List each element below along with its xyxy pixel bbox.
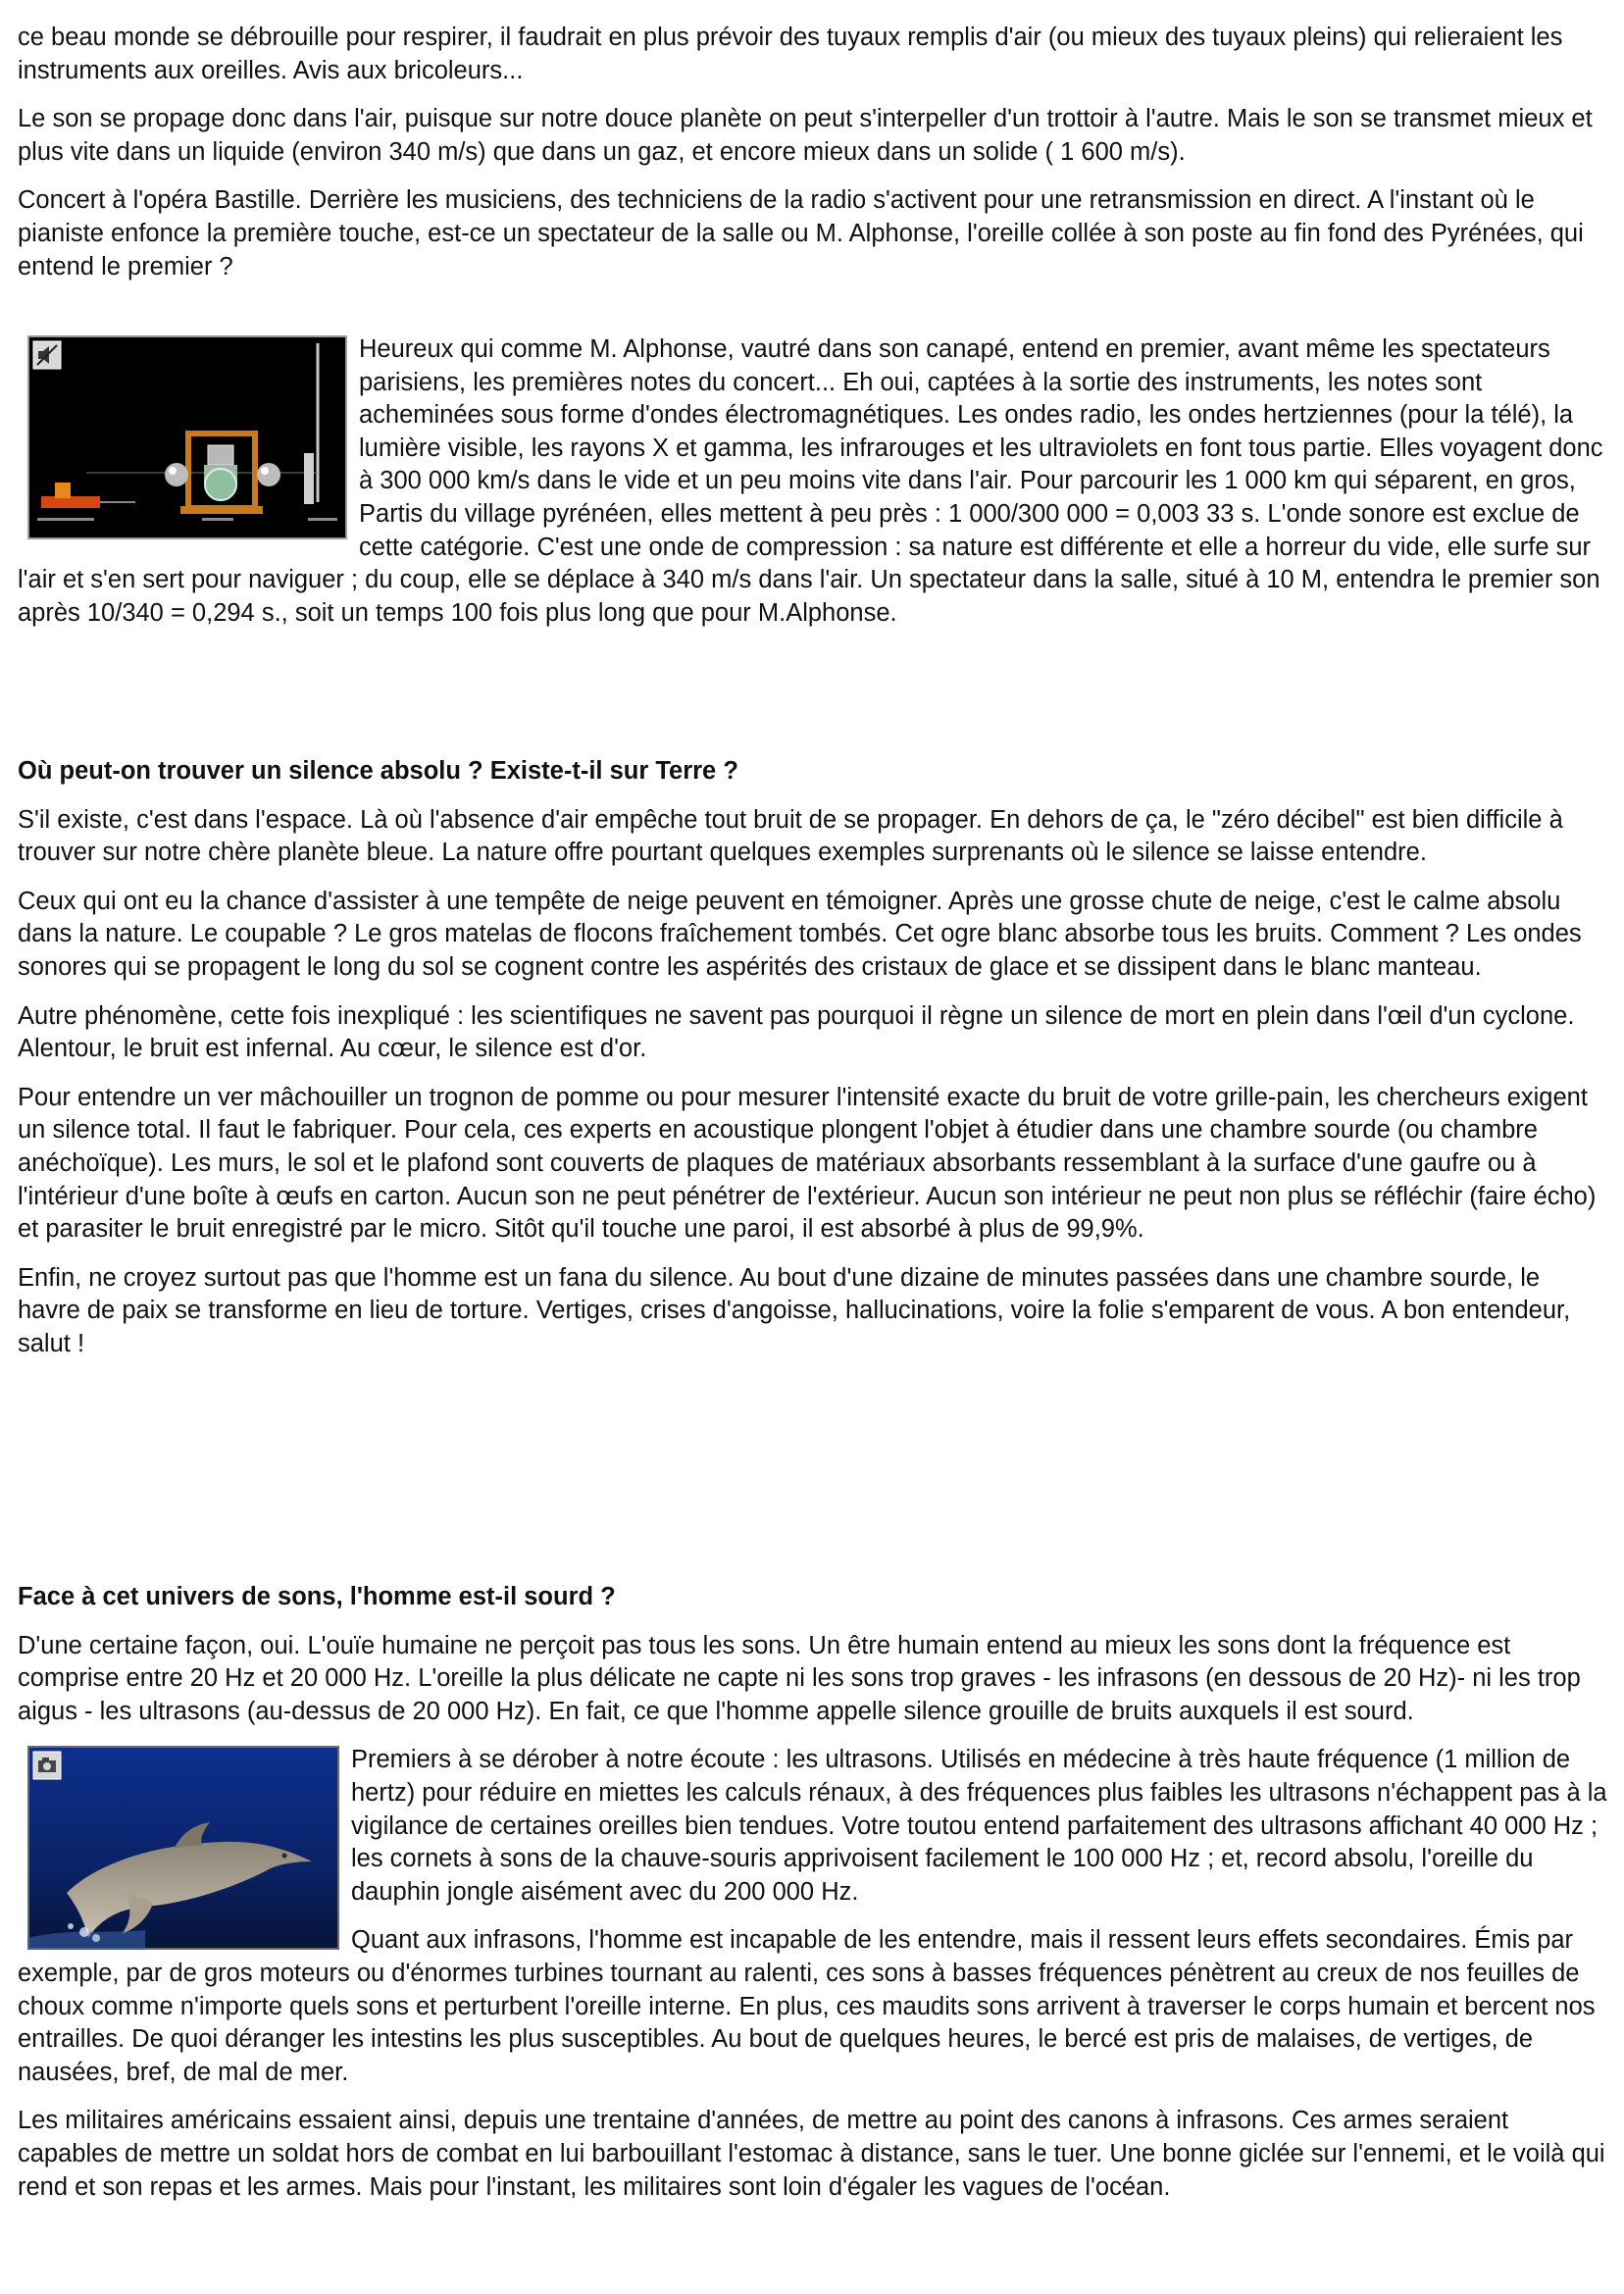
paragraph: Enfin, ne croyez surtout pas que l'homme est un fana du silence. Au bout d'une dizaine de minutes passées dans une chambre sourde, le havre de paix se transforme en lieu de torture. Vertiges, crises d'angoisse, hallucinations, voire la folie s'emparent de vous. A bon entendeur, salut !	[18, 1263, 1571, 1357]
paragraph: Le son se propage donc dans l'air, puisque sur notre douce planète on peut s'interpeller d'un trottoir à l'autre. Mais le son se transmet mieux et plus vite dans un liquide (environ 340 m/s) que dans un gaz, et encore mieux dans un solide ( 1 600 m/s).	[18, 105, 1593, 166]
radio-wave-animation-figure	[27, 335, 347, 539]
paragraph: Quant aux infrasons, l'homme est incapable de les entendre, mais il ressent leurs effets secondaires. Émis par exemple, par de gros moteurs ou d'énormes turbines tournant au ralenti, ces sons à basses fréquences pénètrent au creux de nos feuilles de choux comme n'importe quels sons et perturbent l'oreille interne. En plus, ces maudits sons arrivent à traverser le corps humain et bercent nos entrailles. De quoi déranger les intestins les plus susceptibles. Au bout de quelques heures, le bercé est pris de malaises, de vertiges, de nausées, bref, de mal de mer.	[18, 1926, 1596, 2086]
dolphin-photo-figure	[27, 1746, 339, 1950]
paragraph: Autre phénomène, cette fois inexpliqué : les scientifiques ne savent pas pourquoi il règne un silence de mort en plein dans l'œil d'un cyclone. Alentour, le bruit est infernal. Au cœur, le silence est d'or.	[18, 1001, 1575, 1063]
section-silence	[18, 755, 1608, 1361]
paragraph: Les militaires américains essaient ainsi, depuis une trentaine d'années, de mettre au point des canons à infrasons. Ces armes seraient capables de mettre un soldat hors de combat en lui barbouillant l'estomac à distance, sans le tuer. Une bonne giclée sur l'ennemi, et le voilà qui rend et son repas et les armes. Mais pour l'instant, les militaires sont loin d'égaler les vagues de l'océan.	[18, 2107, 1605, 2201]
paragraph: D'une certaine façon, oui. L'ouïe humaine ne perçoit pas tous les sons. Un être humain entend au mieux les sons dont la fréquence est comprise entre 20 Hz et 20 000 Hz. L'oreille la plus délicate ne capte ni les sons trop graves - les infrasons (en dessous de 20 Hz)- ni les trop aigus - les ultrasons (au-dessus de 20 000 Hz). En fait, ce que l'homme appelle silence grouille de bruits auxquels il est sourd.	[18, 1631, 1581, 1725]
paragraph: ce beau monde se débrouille pour respirer, il faudrait en plus prévoir des tuyaux remplis d'air (ou mieux des tuyaux pleins) qui relieraient les instruments aux oreilles. Avis aux bricoleurs...	[18, 24, 1563, 84]
section-sourd	[18, 1581, 1608, 2204]
paragraph: Ceux qui ont eu la chance d'assister à une tempête de neige peuvent en témoigner. Après une grosse chute de neige, c'est le calme absolu dans la nature. Le coupable ? Le gros matelas de flocons fraîchement tombés. Cet ogre blanc absorbe tous les bruits. Comment ? Les ondes sonores qui se propagent le long du sol se cognent contre les aspérités des cristaux de glace et se dissipent dans le blanc manteau.	[18, 887, 1582, 981]
paragraph: Heureux qui comme M. Alphonse, vautré dans son canapé, entend en premier, avant même les spectateurs parisiens, les premières notes du concert... Eh oui, captées à la sortie des instruments, les notes sont acheminées sous forme d'ondes électromagnétiques. Les ondes radio, les ondes hertziennes (pour la télé), la lumière visible, les rayons X et gamma, les infrarouges et les ultraviolets en font tous partie. Elles voyagent donc à 300 000 km/s dans le vide et un peu moins vite dans l'air. Pour parcourir les 1 000 km qui séparent, en gros, Partis du village pyrénéen, elles mettent à peu près : 1 000/300 000 = 0,003 33 s. L'onde sonore est exclue de cette catégorie. C'est une onde de compression : sa nature est différente et elle a horreur du vide, elle surfe sur l'air et s'en sert pour naviguer ; du coup, elle se déplace à 340 m/s dans l'air. Un spectateur dans la salle, situé à 10 M, entendra le premier son après 10/340 = 0,294 s., soit un temps 100 fois plus long que pour M.Alphonse.	[18, 335, 1603, 627]
figure-block-animation	[18, 333, 1608, 630]
section-heading: Face à cet univers de sons, l'homme est-il sourd ?	[18, 1583, 616, 1610]
paragraph: Pour entendre un ver mâchouiller un trognon de pomme ou pour mesurer l'intensité exacte du bruit de votre grille-pain, les chercheurs exigent un silence total. Il faut le fabriquer. Pour cela, ces experts en acoustique plongent l'objet à étudier dans une chambre sourde (ou chambre anéchoïque). Les murs, le sol et le plafond sont couverts de plaques de matériaux absorbants ressemblant à la surface d'une gaufre ou à l'intérieur d'une boîte à œufs en carton. Aucun son ne peut pénétrer de l'extérieur. Aucun son intérieur ne peut non plus se réfléchir (faire écho) et parasiter le bruit enregistré par le micro. Sitôt qu'il touche une paroi, il est absorbé à plus de 99,9%.	[18, 1083, 1597, 1244]
dolphin-photo-image	[27, 1746, 339, 1950]
top-section	[18, 22, 1608, 283]
radio-wave-animation-image	[27, 335, 347, 539]
paragraph: Concert à l'opéra Bastille. Derrière les musiciens, des techniciens de la radio s'activent pour une retransmission en direct. A l'instant où le pianiste enfonce la première touche, est-ce un spectateur de la salle ou M. Alphonse, l'oreille collée à son poste au fin fond des Pyrénées, qui entend le premier ?	[18, 186, 1584, 280]
paragraph: Premiers à se dérober à notre écoute : les ultrasons. Utilisés en médecine à très haute fréquence (1 million de hertz) pour réduire en miettes les calculs rénaux, à des fréquences plus faibles les ultrasons n'échappent pas à la vigilance de certaines oreilles bien tendues. Votre toutou entend parfaitement des ultrasons affichant 40 000 Hz ; les cornets à sons de la chauve-souris apprivoisent facilement le 100 000 Hz ; et, record absolu, l'oreille du dauphin jongle aisément avec du 200 000 Hz.	[351, 1746, 1607, 1906]
figure-block-dolphin	[18, 1744, 1608, 2089]
section-heading: Où peut-on trouver un silence absolu ? Existe-t-il sur Terre ?	[18, 757, 738, 785]
paragraph: S'il existe, c'est dans l'espace. Là où l'absence d'air empêche tout bruit de se propager. En dehors de ça, le "zéro décibel" est bien difficile à trouver sur notre chère planète bleue. La nature offre pourtant quelques exemples surprenants où le silence se laisse entendre.	[18, 805, 1563, 867]
